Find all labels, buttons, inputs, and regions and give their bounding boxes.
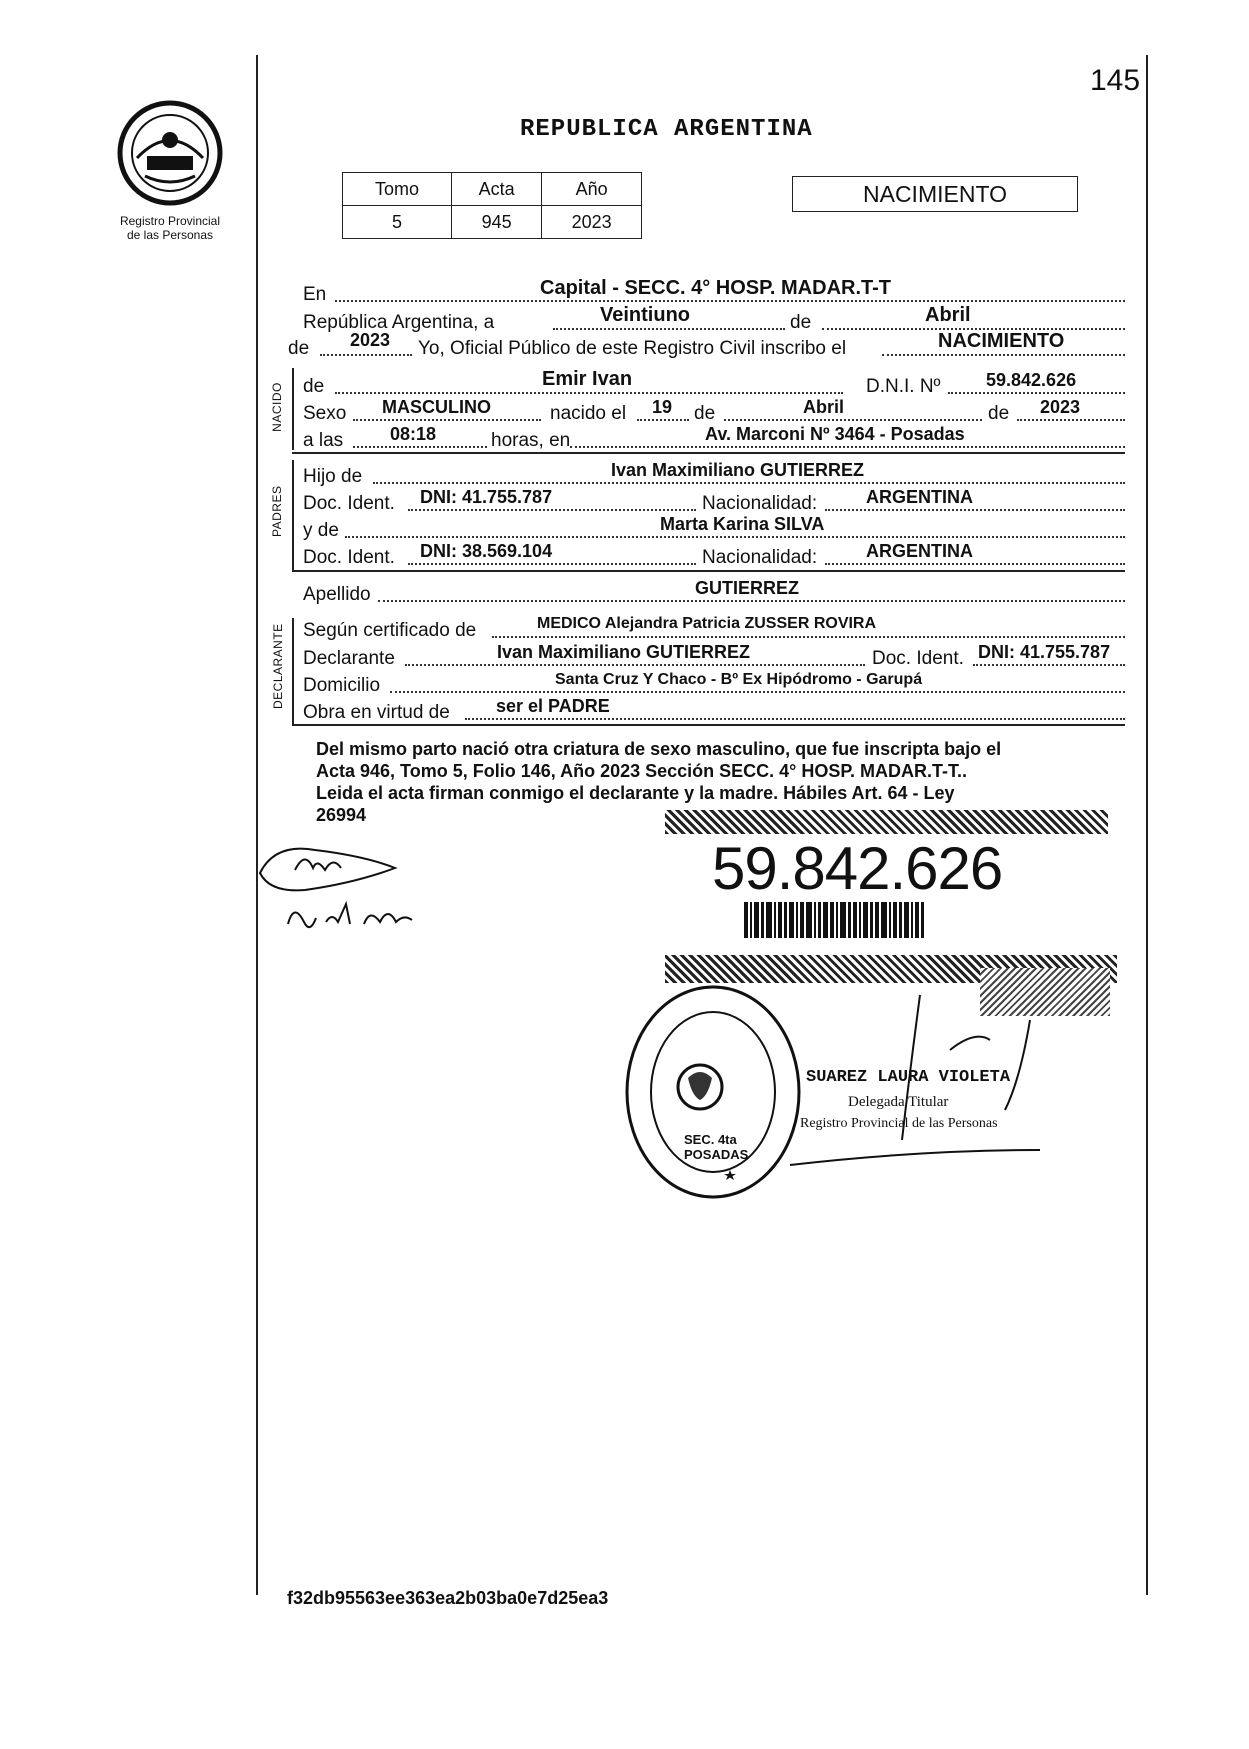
security-band-top bbox=[665, 810, 1108, 834]
province-emblem-icon bbox=[115, 98, 225, 208]
en-label: En bbox=[303, 284, 327, 305]
oficial-text: Yo, Oficial Público de este Registro Civil inscribo el bbox=[418, 338, 847, 359]
declarante-doc: DNI: 41.755.787 bbox=[978, 642, 1111, 662]
birth-year: 2023 bbox=[1040, 397, 1081, 417]
declarante-divider bbox=[292, 724, 1125, 726]
document-title: REPUBLICA ARGENTINA bbox=[520, 116, 813, 143]
obra-dotline bbox=[465, 718, 1125, 720]
mother-doc-dotline bbox=[408, 563, 696, 565]
name-dotline bbox=[335, 392, 843, 394]
day-value: Veintiuno bbox=[600, 304, 690, 326]
dni-label: D.N.I. Nº bbox=[866, 376, 941, 397]
domicilio-dotline bbox=[390, 691, 1125, 693]
signature-declarante bbox=[255, 838, 405, 898]
notes-line-4: 26994 bbox=[316, 805, 367, 825]
declarante-dotline bbox=[405, 664, 865, 666]
barcode bbox=[744, 902, 984, 938]
place-dotline bbox=[570, 446, 1125, 448]
province-logo bbox=[115, 98, 225, 208]
day-dotline bbox=[553, 328, 785, 330]
signature-1-icon bbox=[255, 838, 405, 898]
nacido-side-label: NACIDO bbox=[270, 382, 284, 432]
table-header-anio: Año bbox=[542, 173, 642, 206]
birth-month: Abril bbox=[803, 397, 845, 417]
obra-label: Obra en virtud de bbox=[303, 702, 450, 723]
year-value: 2023 bbox=[350, 330, 391, 350]
apellido-dotline bbox=[378, 600, 1125, 602]
table-header-tomo: Tomo bbox=[343, 173, 452, 206]
official-stamp bbox=[622, 982, 804, 1202]
declarante-doc-label: Doc. Ident. bbox=[872, 648, 964, 669]
left-margin-line bbox=[256, 55, 258, 1595]
inscribo-dotline bbox=[882, 354, 1125, 356]
segun-value: MEDICO Alejandra Patricia ZUSSER ROVIRA bbox=[537, 615, 877, 632]
table-header-acta: Acta bbox=[451, 173, 541, 206]
birth-place: Av. Marconi Nº 3464 - Posadas bbox=[705, 424, 965, 444]
father-doc: DNI: 41.755.787 bbox=[420, 487, 553, 507]
notes-line-3: Leida el acta firman conmigo el declarante y la madre. Hábiles Art. 64 - Ley bbox=[316, 783, 955, 803]
declarante-value: Ivan Maximiliano GUTIERREZ bbox=[497, 642, 751, 662]
father-nationality: ARGENTINA bbox=[866, 487, 973, 507]
nacido-bracket bbox=[292, 368, 294, 450]
obra-value: ser el PADRE bbox=[496, 696, 610, 716]
right-margin-line bbox=[1146, 55, 1148, 1595]
doc1-label: Doc. Ident. bbox=[303, 493, 395, 514]
segun-dotline bbox=[492, 636, 1125, 638]
father-nat-dotline bbox=[825, 509, 1125, 511]
record-type-box bbox=[792, 176, 1078, 212]
apellido-value: GUTIERREZ bbox=[695, 578, 800, 598]
segun-label: Según certificado de bbox=[303, 620, 477, 641]
official-seal-icon bbox=[622, 982, 804, 1202]
logo-caption-line1: Registro Provincial bbox=[119, 214, 221, 228]
nacido-el-label: nacido el bbox=[550, 403, 627, 424]
notes-line-1: Del mismo parto nació otra criatura de sexo masculino, que fue inscripta bajo el bbox=[316, 739, 1002, 759]
mother-nat-dotline bbox=[825, 563, 1125, 565]
table-value-tomo: 5 bbox=[343, 206, 452, 239]
birthyear-dotline bbox=[1017, 419, 1125, 421]
inscribo-value: NACIMIENTO bbox=[938, 330, 1065, 352]
id-number: 59.842.626 bbox=[712, 835, 1003, 902]
a-las-label: a las bbox=[303, 430, 344, 451]
nac2-label: Nacionalidad: bbox=[702, 547, 818, 568]
mother-doc: DNI: 38.569.104 bbox=[420, 541, 553, 561]
child-name: Emir Ivan bbox=[542, 368, 633, 390]
yde-label: y de bbox=[303, 520, 339, 541]
padres-side-label: PADRES bbox=[270, 485, 284, 537]
notes-line-2: Acta 946, Tomo 5, Folio 146, Año 2023 Sección SECC. 4° HOSP. MADAR.T-T.. bbox=[316, 761, 968, 781]
doc2-label: Doc. Ident. bbox=[303, 547, 395, 568]
hijo-label: Hijo de bbox=[303, 466, 363, 487]
registry-table bbox=[342, 172, 642, 239]
declarante-label: Declarante bbox=[303, 648, 395, 669]
stamp-ring-text bbox=[622, 982, 652, 983]
signature-mother bbox=[280, 894, 430, 938]
mother-dotline bbox=[345, 536, 1125, 538]
padres-bracket bbox=[292, 460, 294, 570]
table-value-acta: 945 bbox=[451, 206, 541, 239]
father-doc-dotline bbox=[408, 509, 696, 511]
domicilio-value: Santa Cruz Y Chaco - Bº Ex Hipódromo - Garupá bbox=[555, 671, 923, 688]
declarante-bracket bbox=[292, 618, 294, 724]
birth-time: 08:18 bbox=[390, 424, 437, 444]
padres-divider bbox=[292, 570, 1125, 572]
republica-label: República Argentina, a bbox=[303, 312, 495, 333]
signature-2-icon bbox=[280, 894, 430, 938]
footer-hash: f32db95563ee363ea2b03ba0e7d25ea3 bbox=[287, 1588, 609, 1608]
mother-nationality: ARGENTINA bbox=[866, 541, 973, 561]
birth-de-label-2: de bbox=[988, 403, 1010, 424]
page-number: 145 bbox=[1090, 64, 1141, 97]
mother-name: Marta Karina SILVA bbox=[660, 514, 825, 534]
month-value: Abril bbox=[925, 304, 971, 326]
time-dotline bbox=[353, 446, 487, 448]
horas-label: horas, en bbox=[491, 430, 571, 451]
record-type: NACIMIENTO bbox=[863, 181, 1007, 207]
child-dni: 59.842.626 bbox=[986, 370, 1077, 390]
birth-de-label: de bbox=[694, 403, 716, 424]
official-role: Delegada Titular bbox=[848, 1094, 949, 1110]
en-dotline bbox=[335, 300, 1125, 302]
nacido-de-label: de bbox=[303, 376, 325, 397]
table-value-anio: 2023 bbox=[542, 206, 642, 239]
birthmonth-dotline bbox=[724, 419, 982, 421]
year-de-label: de bbox=[288, 338, 310, 359]
birth-day: 19 bbox=[652, 397, 673, 417]
domicilio-label: Domicilio bbox=[303, 675, 381, 696]
month-de-label: de bbox=[790, 312, 812, 333]
signature-mother-text bbox=[280, 894, 285, 895]
stamp-inner-text: SEC. 4ta POSADAS bbox=[684, 1132, 749, 1162]
year-dotline bbox=[320, 354, 412, 356]
declarante-side-label: DECLARANTE bbox=[271, 623, 285, 709]
birthday-dotline bbox=[637, 419, 689, 421]
official-org: Registro Provincial de las Personas bbox=[800, 1116, 998, 1131]
official-name: SUAREZ LAURA VIOLETA bbox=[806, 1068, 1011, 1087]
apellido-label: Apellido bbox=[303, 584, 371, 605]
en-value: Capital - SECC. 4° HOSP. MADAR.T-T bbox=[540, 277, 892, 299]
father-dotline bbox=[373, 482, 1125, 484]
logo-caption-line2: de las Personas bbox=[126, 228, 214, 242]
sexo-value: MASCULINO bbox=[382, 397, 491, 417]
nacido-divider bbox=[292, 452, 1125, 454]
nac1-label: Nacionalidad: bbox=[702, 493, 818, 514]
sexo-label: Sexo bbox=[303, 403, 347, 424]
sexo-dotline bbox=[353, 419, 541, 421]
father-name: Ivan Maximiliano GUTIERREZ bbox=[611, 460, 865, 480]
dni-dotline bbox=[948, 392, 1125, 394]
declarante-doc-dotline bbox=[973, 664, 1125, 666]
